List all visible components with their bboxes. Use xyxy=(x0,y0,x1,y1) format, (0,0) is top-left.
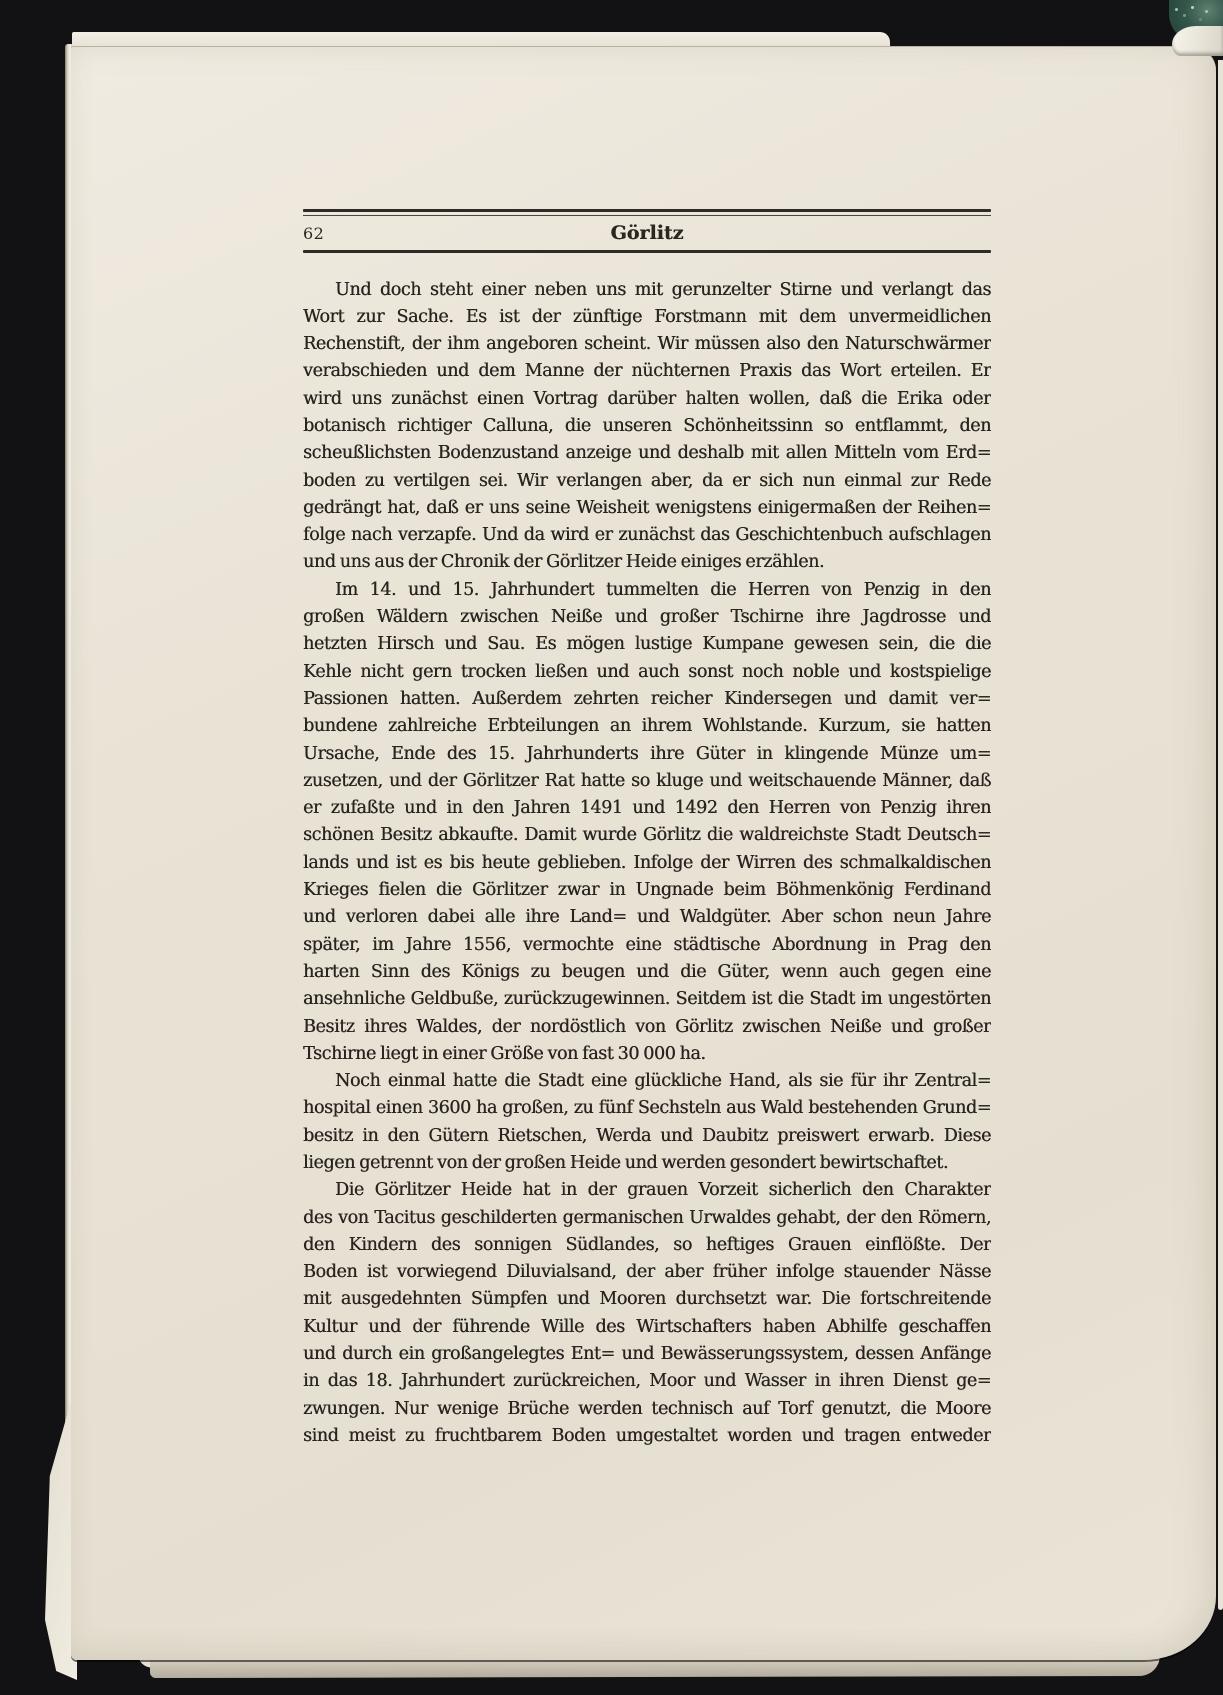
book-page xyxy=(71,46,1216,1660)
text-line: harten Sinn des Königs zu beugen und die Güter, wenn auch gegen eine xyxy=(303,961,991,982)
header-rule-top-thin xyxy=(303,215,991,216)
text-line: und verloren dabei alle ihre Land= und Waldgüter. Aber schon neun Jahre xyxy=(303,907,991,928)
page-edge-right xyxy=(1218,60,1223,1610)
text-line: mit ausgedehnten Sümpfen und Mooren durchsetzt war. Die fortschreitende xyxy=(303,1289,991,1310)
text-line: Krieges fielen die Görlitzer zwar in Ungnade beim Böhmenkönig Ferdinand xyxy=(303,880,991,901)
text-line: bundene zahlreiche Erbteilungen an ihrem Wohlstande. Kurzum, sie hatten xyxy=(303,716,991,737)
text-line: botanisch richtiger Calluna, die unseren Schönheitssinn so entflammt, den xyxy=(303,415,991,436)
text-line: wird uns zunächst einen Vortrag darüber halten wollen, daß die Erika oder xyxy=(303,388,991,409)
text-line: scheußlichsten Bodenzustand anzeige und deshalb mit allen Mitteln vom Erd= xyxy=(303,443,991,464)
text-line: liegen getrennt von der großen Heide und werden gesondert bewirtschaftet. xyxy=(303,1153,949,1173)
text-line: folge nach verzapfe. Und da wird er zunächst das Geschichtenbuch aufschlagen xyxy=(303,525,991,546)
text-line: zusetzen, und der Görlitzer Rat hatte so kluge und weitschauende Männer, daß xyxy=(303,770,991,791)
text-line: Wort zur Sache. Es ist der zünftige Forstmann mit dem unvermeidlichen xyxy=(303,306,991,327)
text-line: später, im Jahre 1556, vermochte eine städtische Abordnung in Prag den xyxy=(303,934,991,955)
paragraph xyxy=(303,1068,991,1177)
text-line: Im 14. und 15. Jahrhundert tummelten die Herren von Penzig in den xyxy=(335,579,991,600)
text-line: lands und ist es bis heute geblieben. Infolge der Wirren des schmalkaldischen xyxy=(303,852,991,873)
text-line: Und doch steht einer neben uns mit gerunzelter Stirne und verlangt das xyxy=(335,279,991,300)
cover-texture xyxy=(1175,8,1178,11)
page-text xyxy=(303,277,991,1451)
text-line: den Kindern des sonnigen Südlandes, so heftiges Grauen einflößte. Der xyxy=(303,1234,991,1255)
text-line: Kultur und der führende Wille des Wirtschafters haben Abhilfe geschaffen xyxy=(303,1316,991,1337)
text-line: zwungen. Nur wenige Brüche werden technisch auf Torf genutzt, die Moore xyxy=(303,1398,991,1419)
paragraph xyxy=(303,1177,991,1450)
text-line: boden zu vertilgen sei. Wir verlangen aber, da er sich nun einmal zur Rede xyxy=(303,470,991,491)
text-line: hospital einen 3600 ha großen, zu fünf Sechsteln aus Wald bestehenden Grund= xyxy=(303,1098,991,1119)
page-content xyxy=(303,209,991,1450)
text-line: Ursache, Ende des 15. Jahrhunderts ihre Güter in klingende Münze um= xyxy=(303,743,991,764)
paragraph xyxy=(303,577,991,1068)
text-line: des von Tacitus geschilderten germanischen Urwaldes gehabt, der den Römern, xyxy=(303,1207,991,1228)
page-corner-curl xyxy=(1172,26,1223,56)
text-line: er zufaßte und in den Jahren 1491 und 1492 den Herren von Penzig ihren xyxy=(303,798,991,819)
text-line: Die Görlitzer Heide hat in der grauen Vorzeit sicherlich den Charakter xyxy=(335,1180,991,1201)
text-line: Tschirne liegt in einer Größe von fast 30 000 ha. xyxy=(303,1043,706,1064)
text-line: und uns aus der Chronik der Görlitzer Heide einiges erzählen. xyxy=(303,552,825,573)
text-line: hetzten Hirsch und Sau. Es mögen lustige Kumpane gewesen sein, die die xyxy=(303,634,991,655)
text-line: Rechenstift, der ihm angeboren scheint. Wir müssen also den Naturschwärmer xyxy=(303,334,991,355)
text-line: sind meist zu fruchtbarem Boden umgestaltet worden und tragen entweder xyxy=(303,1425,991,1446)
text-line: Kehle nicht gern trocken ließen und auch sonst noch noble und kostspielige xyxy=(303,661,991,682)
text-line: ansehnliche Geldbuße, zurückzugewinnen. Seitdem ist die Stadt im ungestörten xyxy=(303,989,991,1010)
header-rule-top-thick xyxy=(303,209,991,212)
text-line: schönen Besitz abkaufte. Damit wurde Görlitz die waldreichste Stadt Deutsch= xyxy=(303,825,991,846)
paragraph xyxy=(303,277,991,577)
text-line: Besitz ihres Waldes, der nordöstlich von Görlitz zwischen Neiße und großer xyxy=(303,1016,991,1037)
text-line: besitz in den Gütern Rietschen, Werda und Daubitz preiswert erwarb. Diese xyxy=(303,1125,991,1146)
text-line: verabschieden und dem Manne der nüchternen Praxis das Wort erteilen. Er xyxy=(303,361,991,382)
text-line: Noch einmal hatte die Stadt eine glückliche Hand, als sie für ihr Zentral= xyxy=(335,1071,991,1092)
text-line: Boden ist vorwiegend Diluvialsand, der aber früher infolge stauender Nässe xyxy=(303,1262,991,1283)
page-number: 62 xyxy=(303,224,325,243)
page-title: Görlitz xyxy=(610,222,684,244)
text-line: gedrängt hat, daß er uns seine Weisheit wenigstens einigermaßen der Reihen= xyxy=(303,497,991,518)
text-line: Passionen hatten. Außerdem zehrten reicher Kindersegen und damit ver= xyxy=(303,688,991,709)
text-line: und durch ein großangelegtes Ent= und Bewässerungssystem, dessen Anfänge xyxy=(303,1344,991,1365)
text-line: großen Wäldern zwischen Neiße und großer Tschirne ihre Jagdrosse und xyxy=(303,607,991,628)
page-header xyxy=(303,209,991,253)
header-rule-bottom xyxy=(303,250,991,253)
text-line: in das 18. Jahrhundert zurückreichen, Moor und Wasser in ihren Dienst ge= xyxy=(303,1371,991,1392)
